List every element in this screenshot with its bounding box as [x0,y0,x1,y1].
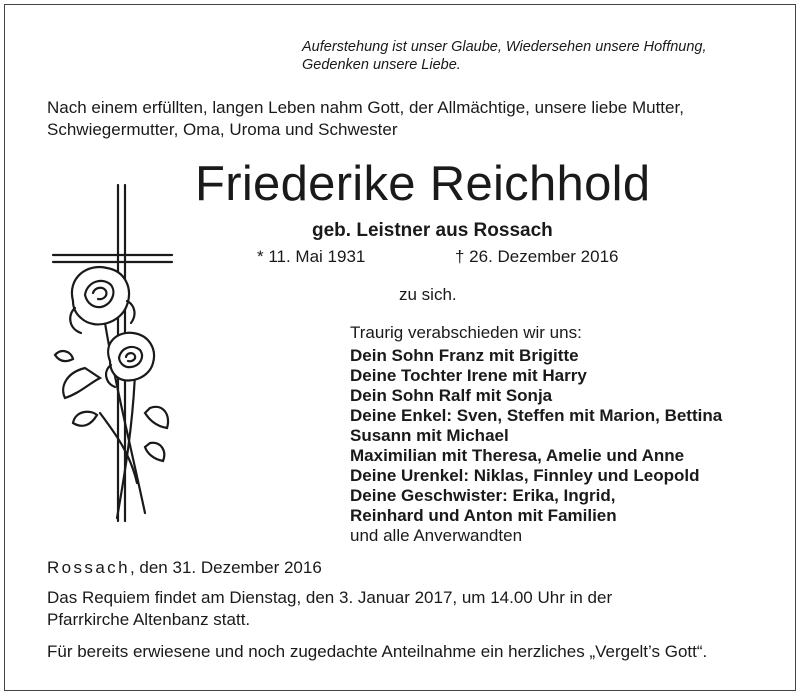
thanks-text: Für bereits erwiesene und noch zugedachte Anteilnahme ein herzliches „Vergelt’s Gott“. [47,642,708,661]
mourner-row: Maximilian mit Theresa, Amelie und Anne [350,446,685,465]
mourner-row: Dein Sohn Franz mit Brigitte [350,346,579,365]
cross-icon [45,183,175,528]
mourners-intro: Traurig verabschieden wir uns: [350,323,582,342]
deceased-name: Friederike Reichhold [195,157,651,211]
deceased-origin: geb. Leistner aus Rossach [312,220,553,241]
mourner-row: Dein Sohn Ralf mit Sonja [350,386,553,405]
requiem-info [47,587,612,631]
motto [302,38,707,74]
cross-with-roses-illustration [45,183,175,533]
mourner-row: Deine Enkel: Sven, Steffen mit Marion, Bettina [350,406,723,425]
motto-line: Auferstehung ist unser Glaube, Wiedersehen unsere Hoffnung, [302,39,707,55]
requiem-line: Das Requiem findet am Dienstag, den 3. Januar 2017, um 14.00 Uhr in der [47,588,613,607]
rose-icon [106,333,154,387]
birth-date: * 11. Mai 1931 [257,247,366,266]
requiem-line: Pfarrkirche Altenbanz statt. [47,610,251,629]
place-and-date [47,558,322,578]
zu-sich-text: zu sich. [399,285,457,304]
mourners-closing: und alle Anverwandten [350,526,523,545]
intro-line: Schwiegermutter, Oma, Uroma und Schwester [47,120,398,139]
mourner-row: Reinhard und Anton mit Familien [350,506,617,525]
motto-line: Gedenken unsere Liebe. [302,57,461,73]
place-name: Rossach [47,558,130,577]
mourner-row: Susann mit Michael [350,426,509,445]
mourner-row: Deine Urenkel: Niklas, Finnley und Leopold [350,466,700,485]
mourner-row: Deine Geschwister: Erika, Ingrid, [350,486,616,505]
intro-text [47,97,684,141]
mourner-row: Deine Tochter Irene mit Harry [350,366,587,385]
death-date: † 26. Dezember 2016 [455,247,619,266]
mourners-list [350,323,722,546]
obituary-notice [4,4,796,691]
notice-date: , den 31. Dezember 2016 [129,558,322,577]
intro-line: Nach einem erfüllten, langen Leben nahm Gott, der Allmächtige, unsere liebe Mutter, [47,98,684,117]
